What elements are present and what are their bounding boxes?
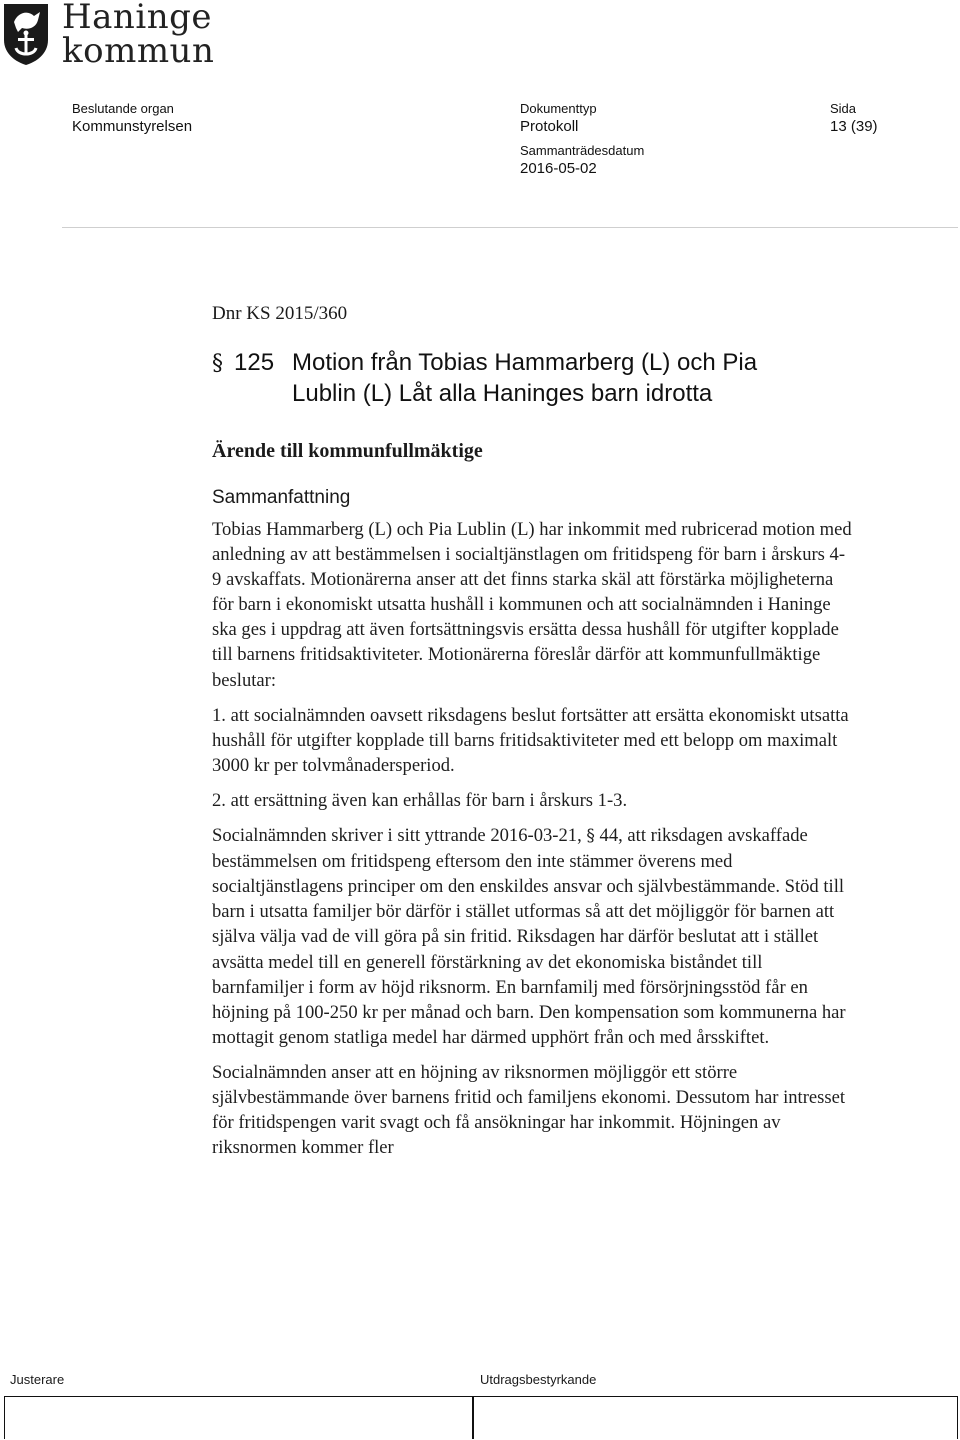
- header-date: [520, 143, 644, 178]
- document-body: [212, 517, 852, 1160]
- diary-number: Dnr KS 2015/360: [212, 303, 348, 324]
- paragraph-4: [212, 823, 852, 1050]
- doctype-label: Dokumenttyp: [520, 101, 597, 116]
- section-number: 125: [234, 349, 275, 376]
- organ-label: Beslutande organ: [72, 101, 174, 116]
- section-mark: §: [212, 351, 223, 376]
- header-divider: [62, 227, 958, 228]
- paragraph-2: 1. att socialnämnden oavsett riksdagens beslut fortsätter att ersätta ekonomiskt utsatta hushåll för utgifter kopplade till barns fritidsaktiviteter med ett belopp om maximalt 3000 kr per tolvmånadersperiod.: [212, 704, 849, 776]
- summary-heading: Sammanfattning: [212, 487, 351, 508]
- logo-line-2: kommun: [62, 31, 215, 71]
- header-organ: [72, 101, 192, 136]
- title-text: Motion från Tobias Hammarberg (L) och Pia Lublin (L) Låt alla Haninges barn idrotta: [292, 349, 758, 407]
- header-doctype: [520, 101, 597, 136]
- page-value: 13 (39): [830, 118, 878, 135]
- shield-crest-icon: [2, 2, 50, 66]
- page-title: [212, 347, 852, 409]
- logo-line-1: Haninge: [62, 0, 212, 37]
- footer-utdrag-label: Utdragsbestyrkande: [480, 1372, 597, 1387]
- date-value: 2016-05-02: [520, 160, 597, 177]
- justerare-box: [4, 1396, 473, 1439]
- paragraph-4-start: Socialnämnden skriver i sitt yttrande 2016-03-21,: [212, 825, 587, 847]
- header-page: [830, 101, 878, 136]
- page-label: Sida: [830, 101, 857, 116]
- paragraph-5: Socialnämnden anser att en höjning av riksnormen möjliggör ett större självbestämmande över barnens fritid och familjens ekonomi. Dessutom har intresset för fritidspengen varit svagt och få ansökningar har inkommit. Höjningen av riksnormen kommer fler: [212, 1061, 846, 1159]
- organ-value: Kommunstyrelsen: [72, 118, 193, 135]
- footer-justerare-label: Justerare: [10, 1372, 65, 1387]
- haninge-logo: [0, 0, 230, 80]
- paragraph-4-rest: 44, att riksdagen avskaffade bestämmelsen om fritidspeng eftersom den inte stämmer överens med socialtjänstlagens principer om den enskildes ansvar och självbestämmande. Stöd till barn i utsatta familjer bör därför i stället utformas så att det möjliggör för barnen att själva välja vad de vill göra på sin fritid. Riksdagen har därför beslutat att i stället avsätta medel till en generell förstärkning av det ekonomiska biståndet till barnfamiljer i form av höjd riksnorm. En barnfamilj med försörjningsstöd får en höjning på 100-250 kr per månad och barn. Den kompensation som kommunerna har mottagit genom statliga medel har därmed upphört från och med årsskiftet.: [212, 825, 846, 1048]
- date-label: Sammanträdesdatum: [520, 143, 645, 158]
- doctype-value: Protokoll: [520, 118, 579, 135]
- utdrag-box: [473, 1396, 958, 1439]
- logo-wordmark: [62, 0, 215, 71]
- subheading: Ärende till kommunfullmäktige: [212, 440, 483, 462]
- paragraph-3: 2. att ersättning även kan erhållas för barn i årskurs 1-3.: [212, 789, 628, 811]
- paragraph-4-section-mark: §: [586, 826, 595, 847]
- paragraph-1: Tobias Hammarberg (L) och Pia Lublin (L) har inkommit med rubricerad motion med anledning av att bestämmelsen i socialtjänstlagen om fritidspeng för barn i årskurs 4-9 avskaffats. Motionärerna anser att det finns starka skäl att förstärka möjligheterna för barn i ekonomiskt utsatta hushåll i kommunen och att socialnämnden i Haninge ska ges i uppdrag att även fortsättningsvis ersätta dessa hushåll för utgifter kopplade till barnens fritidsaktiviteter. Motionärerna föreslår därför att kommunfullmäktige beslutar:: [212, 519, 852, 691]
